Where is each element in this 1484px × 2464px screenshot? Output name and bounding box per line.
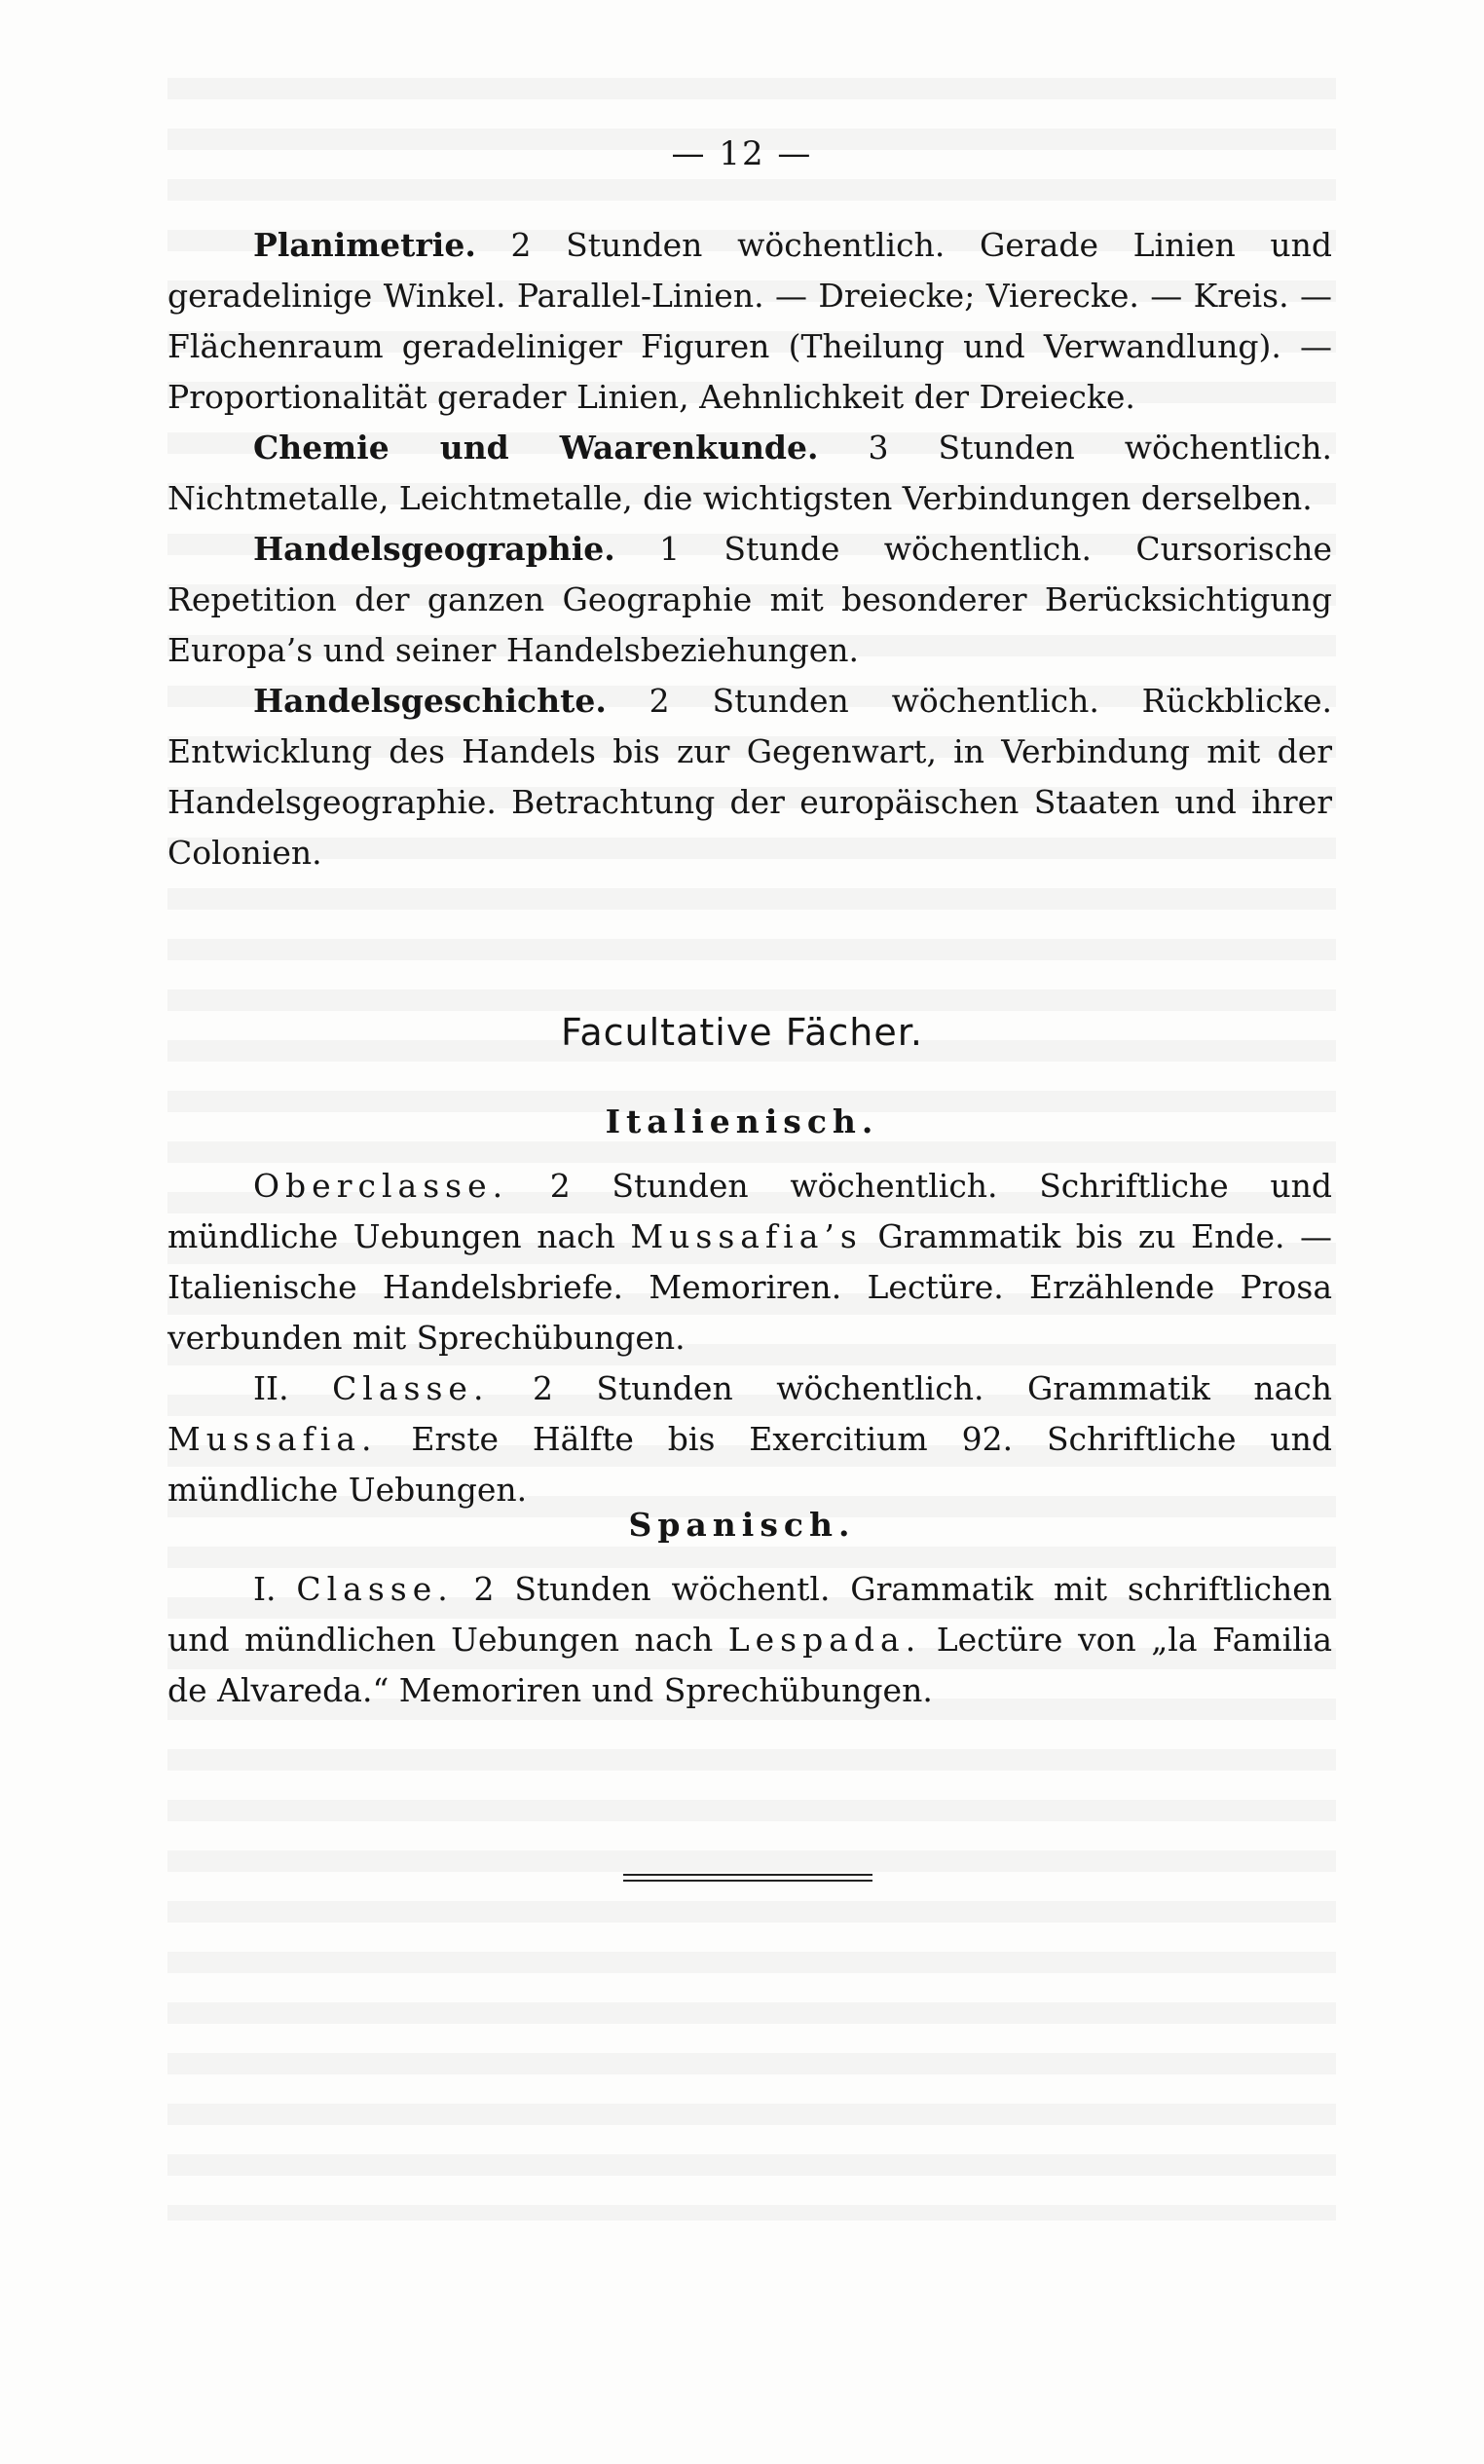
italienisch-classe-2-paragraph [167,1363,1332,1515]
classe-2-author: Mussafia. [167,1420,378,1458]
handelsgeschichte-body: 2 Stunden wöchentlich. Rückblicke. Entwicklung des Handels bis zur Gegenwart, in Verbindung mit der Handelsgeographie. Betrachtung der europäischen Staaten und ihrer Colonien. [167,682,1332,872]
spanisch-classe-1-body-1: 2 Stunden wöchentl. Grammatik mit schriftlichen und mündlichen Uebungen nach [167,1570,1332,1659]
planimetrie-title: Planimetrie. [253,226,476,264]
spanisch-classe-1-prefix: I. [253,1570,297,1608]
classe-2-label: Classe. [332,1369,490,1407]
closing-rule-top [623,1874,872,1876]
oberclasse-body-1: 2 Stunden wöchentlich. Schriftliche und mündliche Uebungen nach [167,1167,1332,1255]
closing-rule-bottom [623,1880,872,1882]
spanisch-heading: Spanisch. [628,1506,856,1544]
spanisch-section [167,1564,1332,1716]
handelsgeschichte-paragraph [167,676,1332,878]
planimetrie-paragraph [167,220,1332,423]
chemie-body: 3 Stunden wöchentlich. Nichtmetalle, Leichtmetalle, die wichtigsten Verbindungen derselben. [167,429,1332,517]
handelsgeschichte-title: Handelsgeschichte. [253,682,607,720]
handelsgeographie-title: Handelsgeographie. [253,530,615,568]
page-number: — 12 — [671,134,813,173]
oberclasse-author: Mussafia’s [630,1217,863,1255]
classe-2-body-2: Erste Hälfte bis Exercitium 92. Schriftliche und mündliche Uebungen. [167,1420,1332,1509]
planimetrie-body: 2 Stunden wöchentlich. Gerade Linien und geradelinige Winkel. Parallel-Linien. — Dreiecke; Vierecke. — Kreis. — Flächenraum geradeliniger Figuren (Theilung und Verwandlung). — Proportionalität gerader Linien, Aehnlichkeit der Dreiecke. [167,226,1332,416]
handelsgeographie-body: 1 Stunde wöchentlich. Cursorische Repetition der ganzen Geographie mit besonderer Berücksichtigung Europa’s und seiner Handelsbeziehungen. [167,530,1332,669]
oberclasse-body-2: Grammatik bis zu Ende. — Italienische Handelsbriefe. Memoriren. Lectüre. Erzählende Prosa verbunden mit Sprechübungen. [167,1217,1333,1357]
italienisch-heading: Italienisch. [605,1102,879,1140]
chemie-title: Chemie und Waarenkunde. [253,429,819,467]
classe-2-prefix: II. [253,1369,333,1407]
handelsgeographie-paragraph [167,524,1332,676]
italienisch-section [167,1161,1332,1515]
spanisch-classe-1-paragraph [167,1564,1332,1716]
main-subjects [167,220,1332,878]
chemie-paragraph [167,423,1332,524]
facultative-heading: Facultative Fächer. [560,1011,923,1054]
spanisch-classe-1-author: Lespada. [727,1621,922,1659]
italienisch-oberclasse-paragraph [167,1161,1332,1363]
classe-2-body-1: 2 Stunden wöchentlich. Grammatik nach [489,1369,1332,1407]
spanisch-classe-1-label: Classe. [296,1570,454,1608]
spanisch-classe-1-body-2: Lectüre von „la Familia de Alvareda.“ Memoriren und Sprechübungen. [167,1621,1332,1709]
oberclasse-label: Oberclasse. [253,1167,509,1205]
